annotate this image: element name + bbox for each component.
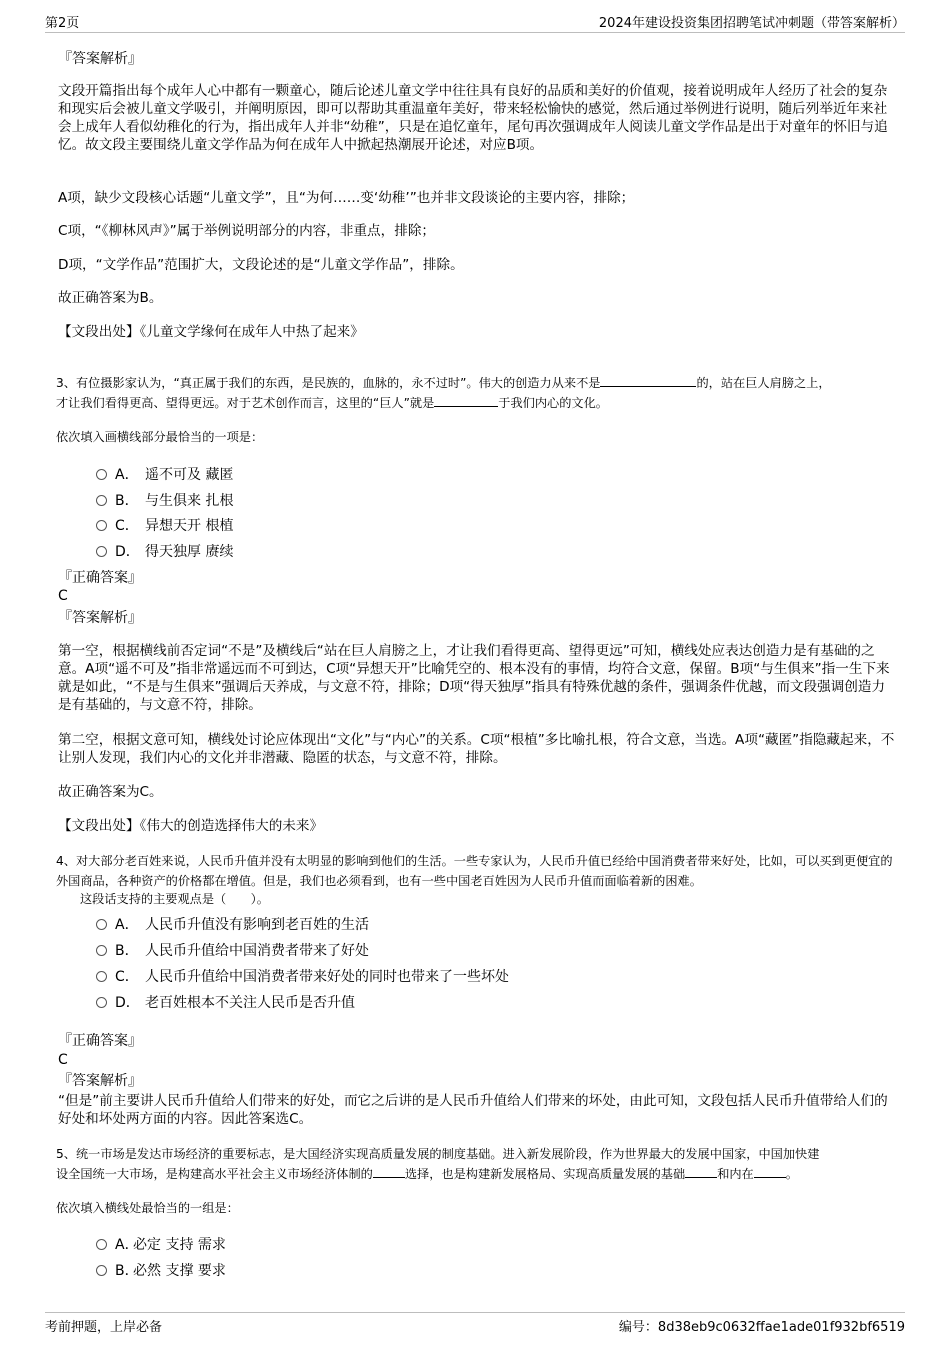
- q3-stem-part4: 于我们内心的文化。: [498, 396, 608, 410]
- q5-prompt: 依次填入横线处最恰当的一组是：: [56, 1201, 239, 1215]
- q4-prompt: 这段话支持的主要观点是（ ）。: [80, 892, 269, 906]
- q4-option-c[interactable]: C． 人民币升值给中国消费者带来好处的同时也带来了一些坏处: [96, 966, 509, 986]
- q3-stem: [56, 373, 896, 413]
- q3-blank-2: [434, 394, 498, 407]
- q5-stem-part1: 5、统一市场是发达市场经济的重要标志，是大国经济实现高质量发展的制度基础。进入新发展阶段，作为世界最大的发展中国家，中国加快建: [56, 1147, 820, 1161]
- document-code: 编号：8d38eb9c0632ffae1ade01f932bf6519: [618, 1320, 905, 1335]
- q3-source: 【文段出处】《伟大的创造选择伟大的未来》: [58, 818, 324, 834]
- q2-option-c-explanation: C项，“《柳林风声》”属于举例说明部分的内容，非重点，排除；: [58, 223, 436, 239]
- q2-option-d-explanation: D项，“文学作品”范围扩大，文段论述的是“儿童文学作品”，排除。: [58, 257, 464, 273]
- q5-stem-part3: 选择，也是构建新发展格局、实现高质量发展的基础: [404, 1167, 686, 1181]
- q4-stem: 4、对大部分老百姓来说，人民币升值并没有太明显的影响到他们的生活。一些专家认为，人民币升值已经给中国消费者带来好处，比如，可以买到更便宜的外国商品，各种资产的价格都在增值。但是，我们也必须看到，也有一些中国老百姓因为人民币升值而面临着新的困难。: [56, 854, 893, 888]
- radio-icon[interactable]: [96, 495, 107, 506]
- q3-analysis-1: 第一空，根据横线前否定词“不是”及横线后“站在巨人肩膀之上，才让我们看得更高、望得更远”可知，横线处应表达创造力是有基础的之意。A项“遥不可及”指非常遥远而不可到达，C项“异想天开”比喻凭空的、根本没有的事情，均符合文意，保留。B项“与生俱来”指一生下来就是如此，“不是与生俱来”强调后天养成，与文意不符，排除；D项“得天独厚”指具有特殊优越的条件，强调条件优越，而文段强调创造力是有基础的，与文意不符，排除。: [58, 643, 890, 713]
- q3-answer: C: [58, 588, 68, 604]
- q3-blank-1: [600, 374, 696, 387]
- q4-option-a[interactable]: A． 人民币升值没有影响到老百姓的生活: [96, 914, 369, 934]
- q3-analysis-2: 第二空，根据文意可知，横线处讨论应体现出“文化”与“内心”的关系。C项“根植”多比喻扎根，符合文意，当选。A项“藏匿”指隐藏起来，不让别人发现，我们内心的文化并非潜藏、隐匿的状态，与文意不符，排除。: [58, 732, 895, 766]
- page-number: 第2页: [45, 16, 80, 31]
- q3-option-d[interactable]: D． 得天独厚 赓续: [96, 541, 233, 561]
- q5-option-b[interactable]: B．必然 支撑 要求: [96, 1260, 226, 1280]
- q4-analysis: “但是”前主要讲人民币升值给人们带来的好处，而它之后讲的是人民币升值给人们带来的坏处，由此可知，文段包括人民币升值带给人们的好处和坏处两方面的内容。因此答案选C。: [58, 1093, 888, 1127]
- q4-option-d[interactable]: D． 老百姓根本不关注人民币是否升值: [96, 992, 355, 1012]
- q3-analysis-label: 『答案解析』: [58, 610, 142, 626]
- q4-answer: C: [58, 1052, 68, 1068]
- q5-blank-3: [754, 1165, 786, 1178]
- q5-stem-part2: 设全国统一大市场，是构建高水平社会主义市场经济体制的: [56, 1167, 373, 1181]
- q4-option-b[interactable]: B． 人民币升值给中国消费者带来了好处: [96, 940, 369, 960]
- radio-icon[interactable]: [96, 1265, 107, 1276]
- q2-analysis-label: 『答案解析』: [58, 51, 142, 67]
- footer-slogan: 考前押题，上岸必备: [45, 1320, 163, 1335]
- q5-blank-1: [373, 1165, 405, 1178]
- q3-stem-part1: 3、有位摄影家认为，“真正属于我们的东西，是民族的，血脉的，永不过时”。伟大的创造力从来不是: [56, 376, 601, 390]
- radio-icon[interactable]: [96, 1239, 107, 1250]
- q3-prompt: 依次填入画横线部分最恰当的一项是：: [56, 430, 264, 444]
- q2-option-a-explanation: A项，缺少文段核心话题“儿童文学”，且“为何……变‘幼稚’”也并非文段谈论的主要内容，排除；: [58, 190, 635, 206]
- q3-stem-part2: 的，站在巨人肩膀之上，: [696, 376, 831, 390]
- radio-icon[interactable]: [96, 546, 107, 557]
- radio-icon[interactable]: [96, 971, 107, 982]
- radio-icon[interactable]: [96, 997, 107, 1008]
- q4-analysis-label: 『答案解析』: [58, 1073, 142, 1089]
- q5-stem-part5: 。: [785, 1167, 798, 1181]
- q5-option-a[interactable]: A．必定 支持 需求: [96, 1234, 226, 1254]
- q3-answer-label: 『正确答案』: [58, 570, 142, 586]
- page-footer: [45, 1312, 905, 1337]
- q5-blank-2: [685, 1165, 717, 1178]
- page-header: [45, 12, 905, 33]
- q3-stem-part3: 才让我们看得更高、望得更远。对于艺术创作而言，这里的“巨人”就是: [56, 396, 435, 410]
- q3-option-c[interactable]: C． 异想天开 根植: [96, 515, 233, 535]
- q5-stem-part4: 和内在: [717, 1167, 754, 1181]
- radio-icon[interactable]: [96, 919, 107, 930]
- radio-icon[interactable]: [96, 469, 107, 480]
- q2-source: 【文段出处】《儿童文学缘何在成年人中热了起来》: [58, 324, 364, 340]
- q2-conclusion: 故正确答案为B。: [58, 290, 163, 306]
- q5-stem: [56, 1144, 896, 1184]
- radio-icon[interactable]: [96, 520, 107, 531]
- q3-conclusion: 故正确答案为C。: [58, 784, 163, 800]
- radio-icon[interactable]: [96, 945, 107, 956]
- q4-answer-label: 『正确答案』: [58, 1033, 142, 1049]
- q3-option-b[interactable]: B． 与生俱来 扎根: [96, 490, 233, 510]
- q2-analysis: 文段开篇指出每个成年人心中都有一颗童心，随后论述儿童文学中往往具有良好的品质和美好的价值观，接着说明成年人经历了社会的复杂和现实后会被儿童文学吸引，并阐明原因，即可以帮助其重温童年美好，带来轻松愉快的感觉，然后通过举例进行说明，随后列举近年来社会上成年人看似幼稚化的行为，指出成年人并非“幼稚”，只是在追忆童年，尾句再次强调成年人阅读儿童文学作品是出于对童年的怀旧与追忆。故文段主要围绕儿童文学作品为何在成年人中掀起热潮展开论述，对应B项。: [58, 83, 888, 153]
- q3-option-a[interactable]: A． 遥不可及 藏匿: [96, 464, 233, 484]
- document-title: 2024年建设投资集团招聘笔试冲刺题（带答案解析）: [598, 16, 905, 31]
